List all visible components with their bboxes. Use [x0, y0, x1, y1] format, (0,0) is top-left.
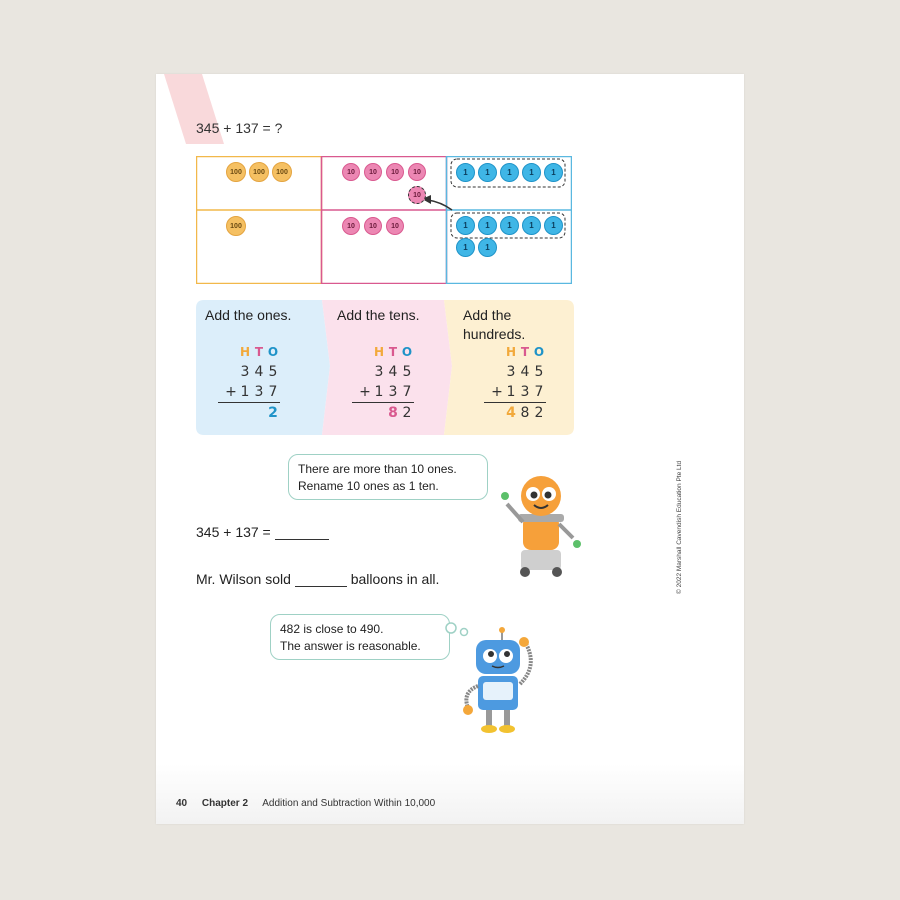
step-title-tens: Add the tens. [337, 307, 420, 323]
one-disc: 1 [456, 216, 475, 235]
one-disc: 1 [544, 163, 563, 182]
one-disc: 1 [522, 163, 541, 182]
speech-bubble-rename: There are more than 10 ones. Rename 10 ones as 1 ten. [288, 454, 488, 500]
regrouped-ten-disc: 10 [408, 186, 426, 204]
step-title-ones: Add the ones. [205, 307, 292, 323]
addition-steps [196, 300, 574, 435]
page-number: 40 [176, 798, 188, 809]
one-disc: 1 [500, 216, 519, 235]
one-disc: 1 [544, 216, 563, 235]
blue-robot-illustration [446, 626, 546, 736]
ten-disc: 10 [364, 163, 382, 181]
problem-statement: 345 + 137 = ? [196, 120, 283, 136]
orange-robot-illustration [491, 474, 591, 578]
thought-bubble-reasonable: 482 is close to 490. The answer is reasonable. [270, 614, 450, 660]
column-addition-ones: H T O 3 4 5 + 1 3 7 2 [218, 342, 280, 423]
one-disc: 1 [478, 216, 497, 235]
balloons-blank[interactable] [295, 586, 347, 587]
one-disc: 1 [456, 163, 475, 182]
one-disc: 1 [456, 238, 475, 257]
answer-blank[interactable] [275, 539, 329, 540]
hundred-disc: 100 [249, 162, 269, 182]
step-title-hundreds: Add the hundreds. [463, 307, 526, 342]
word-problem-sentence: Mr. Wilson sold balloons in all. [196, 571, 440, 587]
one-disc: 1 [522, 216, 541, 235]
one-disc: 1 [478, 238, 497, 257]
ten-disc: 10 [408, 163, 426, 181]
ten-disc: 10 [342, 217, 360, 235]
textbook-page [156, 74, 744, 824]
page-footer [176, 798, 435, 809]
answer-equation: 345 + 137 = [196, 524, 329, 540]
chapter-title: Addition and Subtraction Within 10,000 [262, 798, 436, 809]
place-value-chart [196, 156, 572, 284]
chapter-label: Chapter 2 [201, 798, 249, 809]
one-disc: 1 [478, 163, 497, 182]
ten-disc: 10 [386, 163, 404, 181]
one-disc: 1 [500, 163, 519, 182]
hundred-disc: 100 [272, 162, 292, 182]
column-addition-hundreds: H T O 3 4 5 + 1 3 7 4 8 2 [484, 342, 546, 423]
hundred-disc: 100 [226, 162, 246, 182]
copyright-notice: © 2022 Marshall Cavendish Education Pte Ltd [676, 460, 683, 594]
hundred-disc: 100 [226, 216, 246, 236]
ten-disc: 10 [342, 163, 360, 181]
ten-disc: 10 [386, 217, 404, 235]
column-addition-tens: H T O 3 4 5 + 1 3 7 8 2 [352, 342, 414, 423]
page-bottom-shade [156, 764, 744, 824]
ten-disc: 10 [364, 217, 382, 235]
